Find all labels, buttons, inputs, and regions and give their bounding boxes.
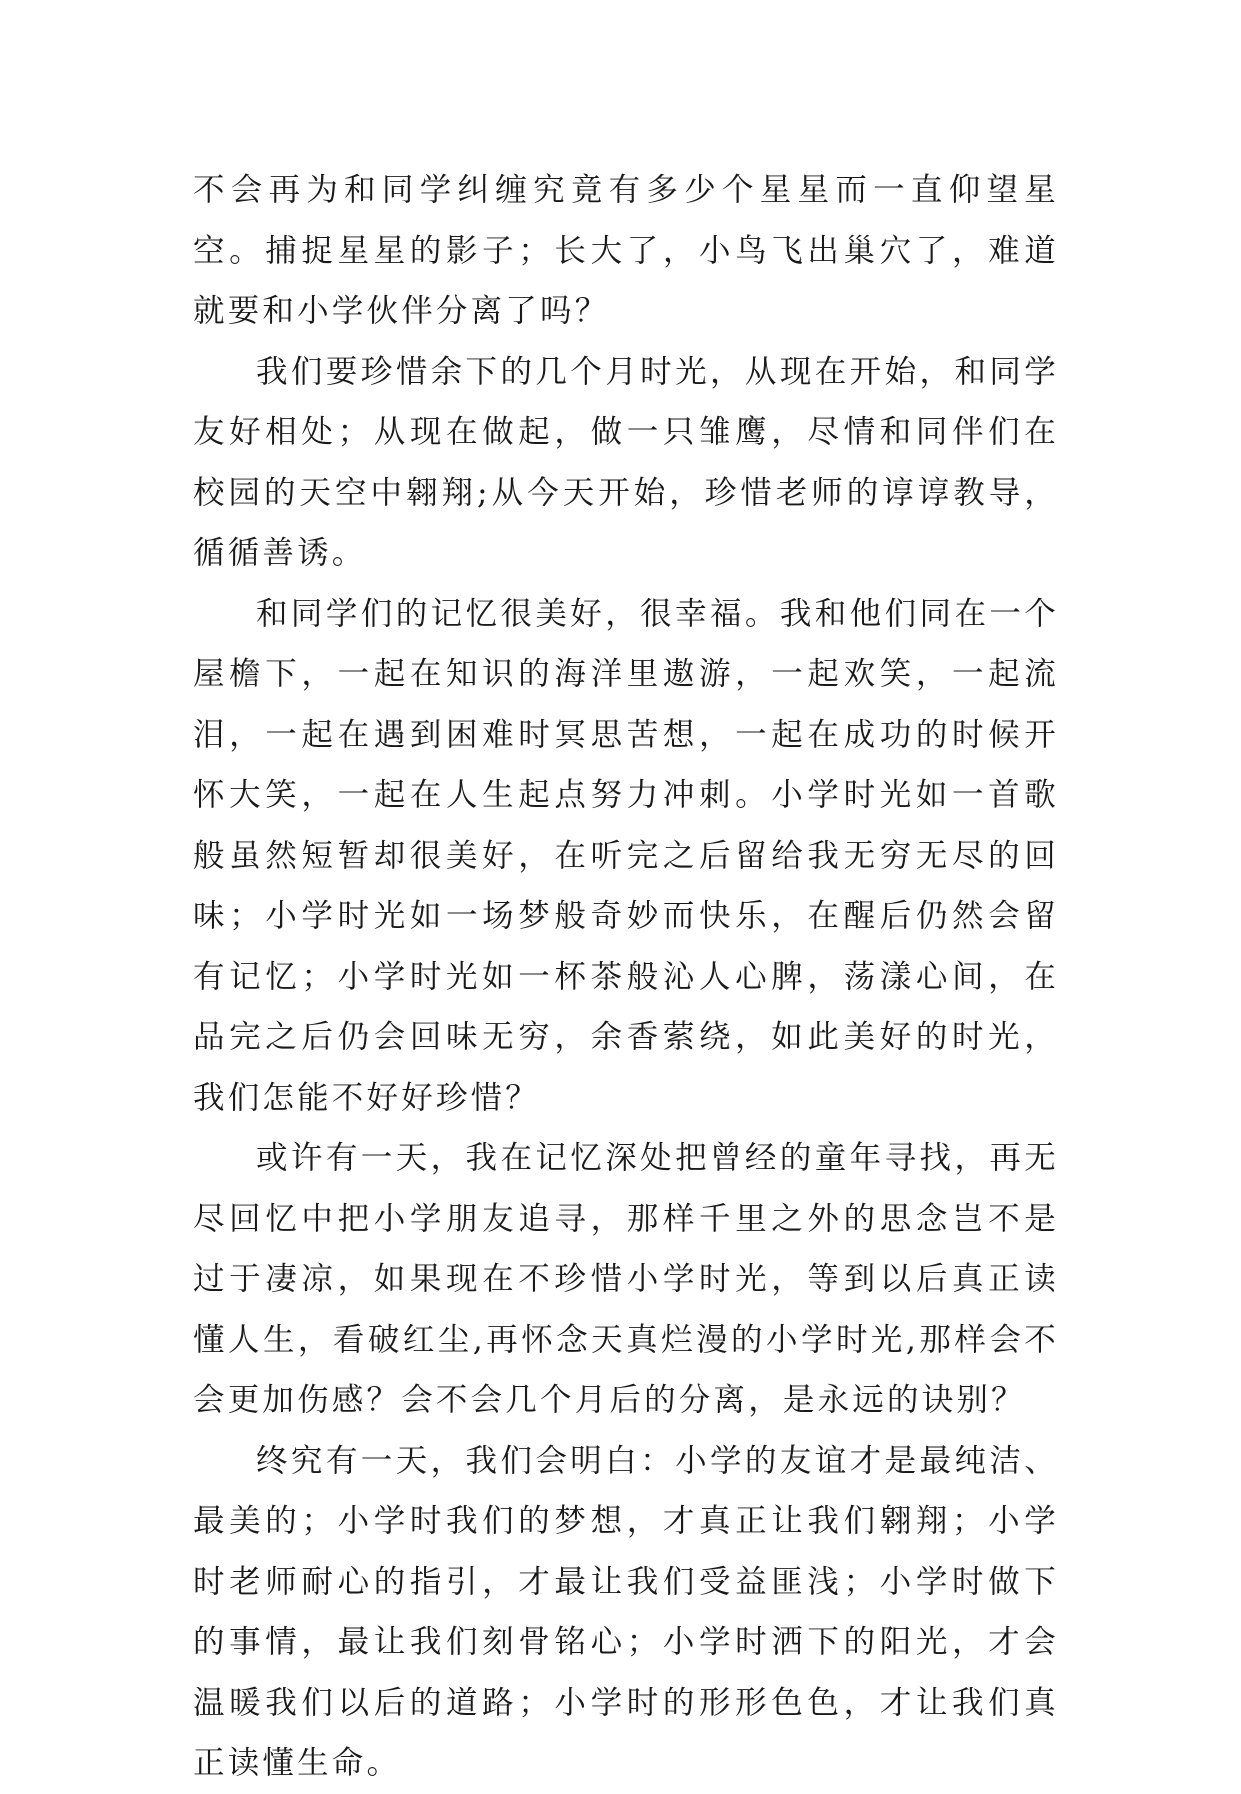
paragraph-3: 和同学们的记忆很美好，很幸福。我和他们同在一个屋檐下，一起在知识的海洋里遨游，一起欢笑，一起流泪，一起在遇到困难时冥思苦想，一起在成功的时候开怀大笑，一起在人生起点努力冲刺。小学时光如一首歌般虽然短暂却很美好，在听完之后留给我无穷无尽的回味；小学时光如一场梦般奇妙而快乐，在醒后仍然会留有记忆；小学时光如一杯茶般沁人心脾，荡漾心间，在品完之后仍会回味无穷，余香萦绕，如此美好的时光，我们怎能不好好珍惜？ xyxy=(193,595,1059,1116)
paragraph-5: 终究有一天，我们会明白：小学的友谊才是最纯洁、最美的；小学时我们的梦想，才真正让我们翱翔；小学时老师耐心的指引，才最让我们受益匪浅；小学时做下的事情，最让我们刻骨铭心；小学时洒下的阳光，才会温暖我们以后的道路；小学时的形形色色，才让我们真正读懂生命。 xyxy=(193,1442,1059,1781)
paragraph-1: 不会再为和同学纠缠究竟有多少个星星而一直仰望星空。捕捉星星的影子；长大了，小鸟飞出巢穴了，难道就要和小学伙伴分离了吗？ xyxy=(193,172,1059,329)
document-body xyxy=(193,160,1059,1794)
paragraph-2: 我们要珍惜余下的几个月时光，从现在开始，和同学友好相处；从现在做起，做一只雏鹰，尽情和同伴们在校园的天空中翱翔;从今天开始，珍惜老师的谆谆教导，循循善诱。 xyxy=(193,353,1059,571)
paragraph-4: 或许有一天，我在记忆深处把曾经的童年寻找，再无尽回忆中把小学朋友追寻，那样千里之外的思念岂不是过于凄凉，如果现在不珍惜小学时光，等到以后真正读懂人生，看破红尘,再怀念天真烂漫的小学时光,那样会不会更加伤感？会不会几个月后的分离，是永远的诀别？ xyxy=(193,1140,1059,1418)
